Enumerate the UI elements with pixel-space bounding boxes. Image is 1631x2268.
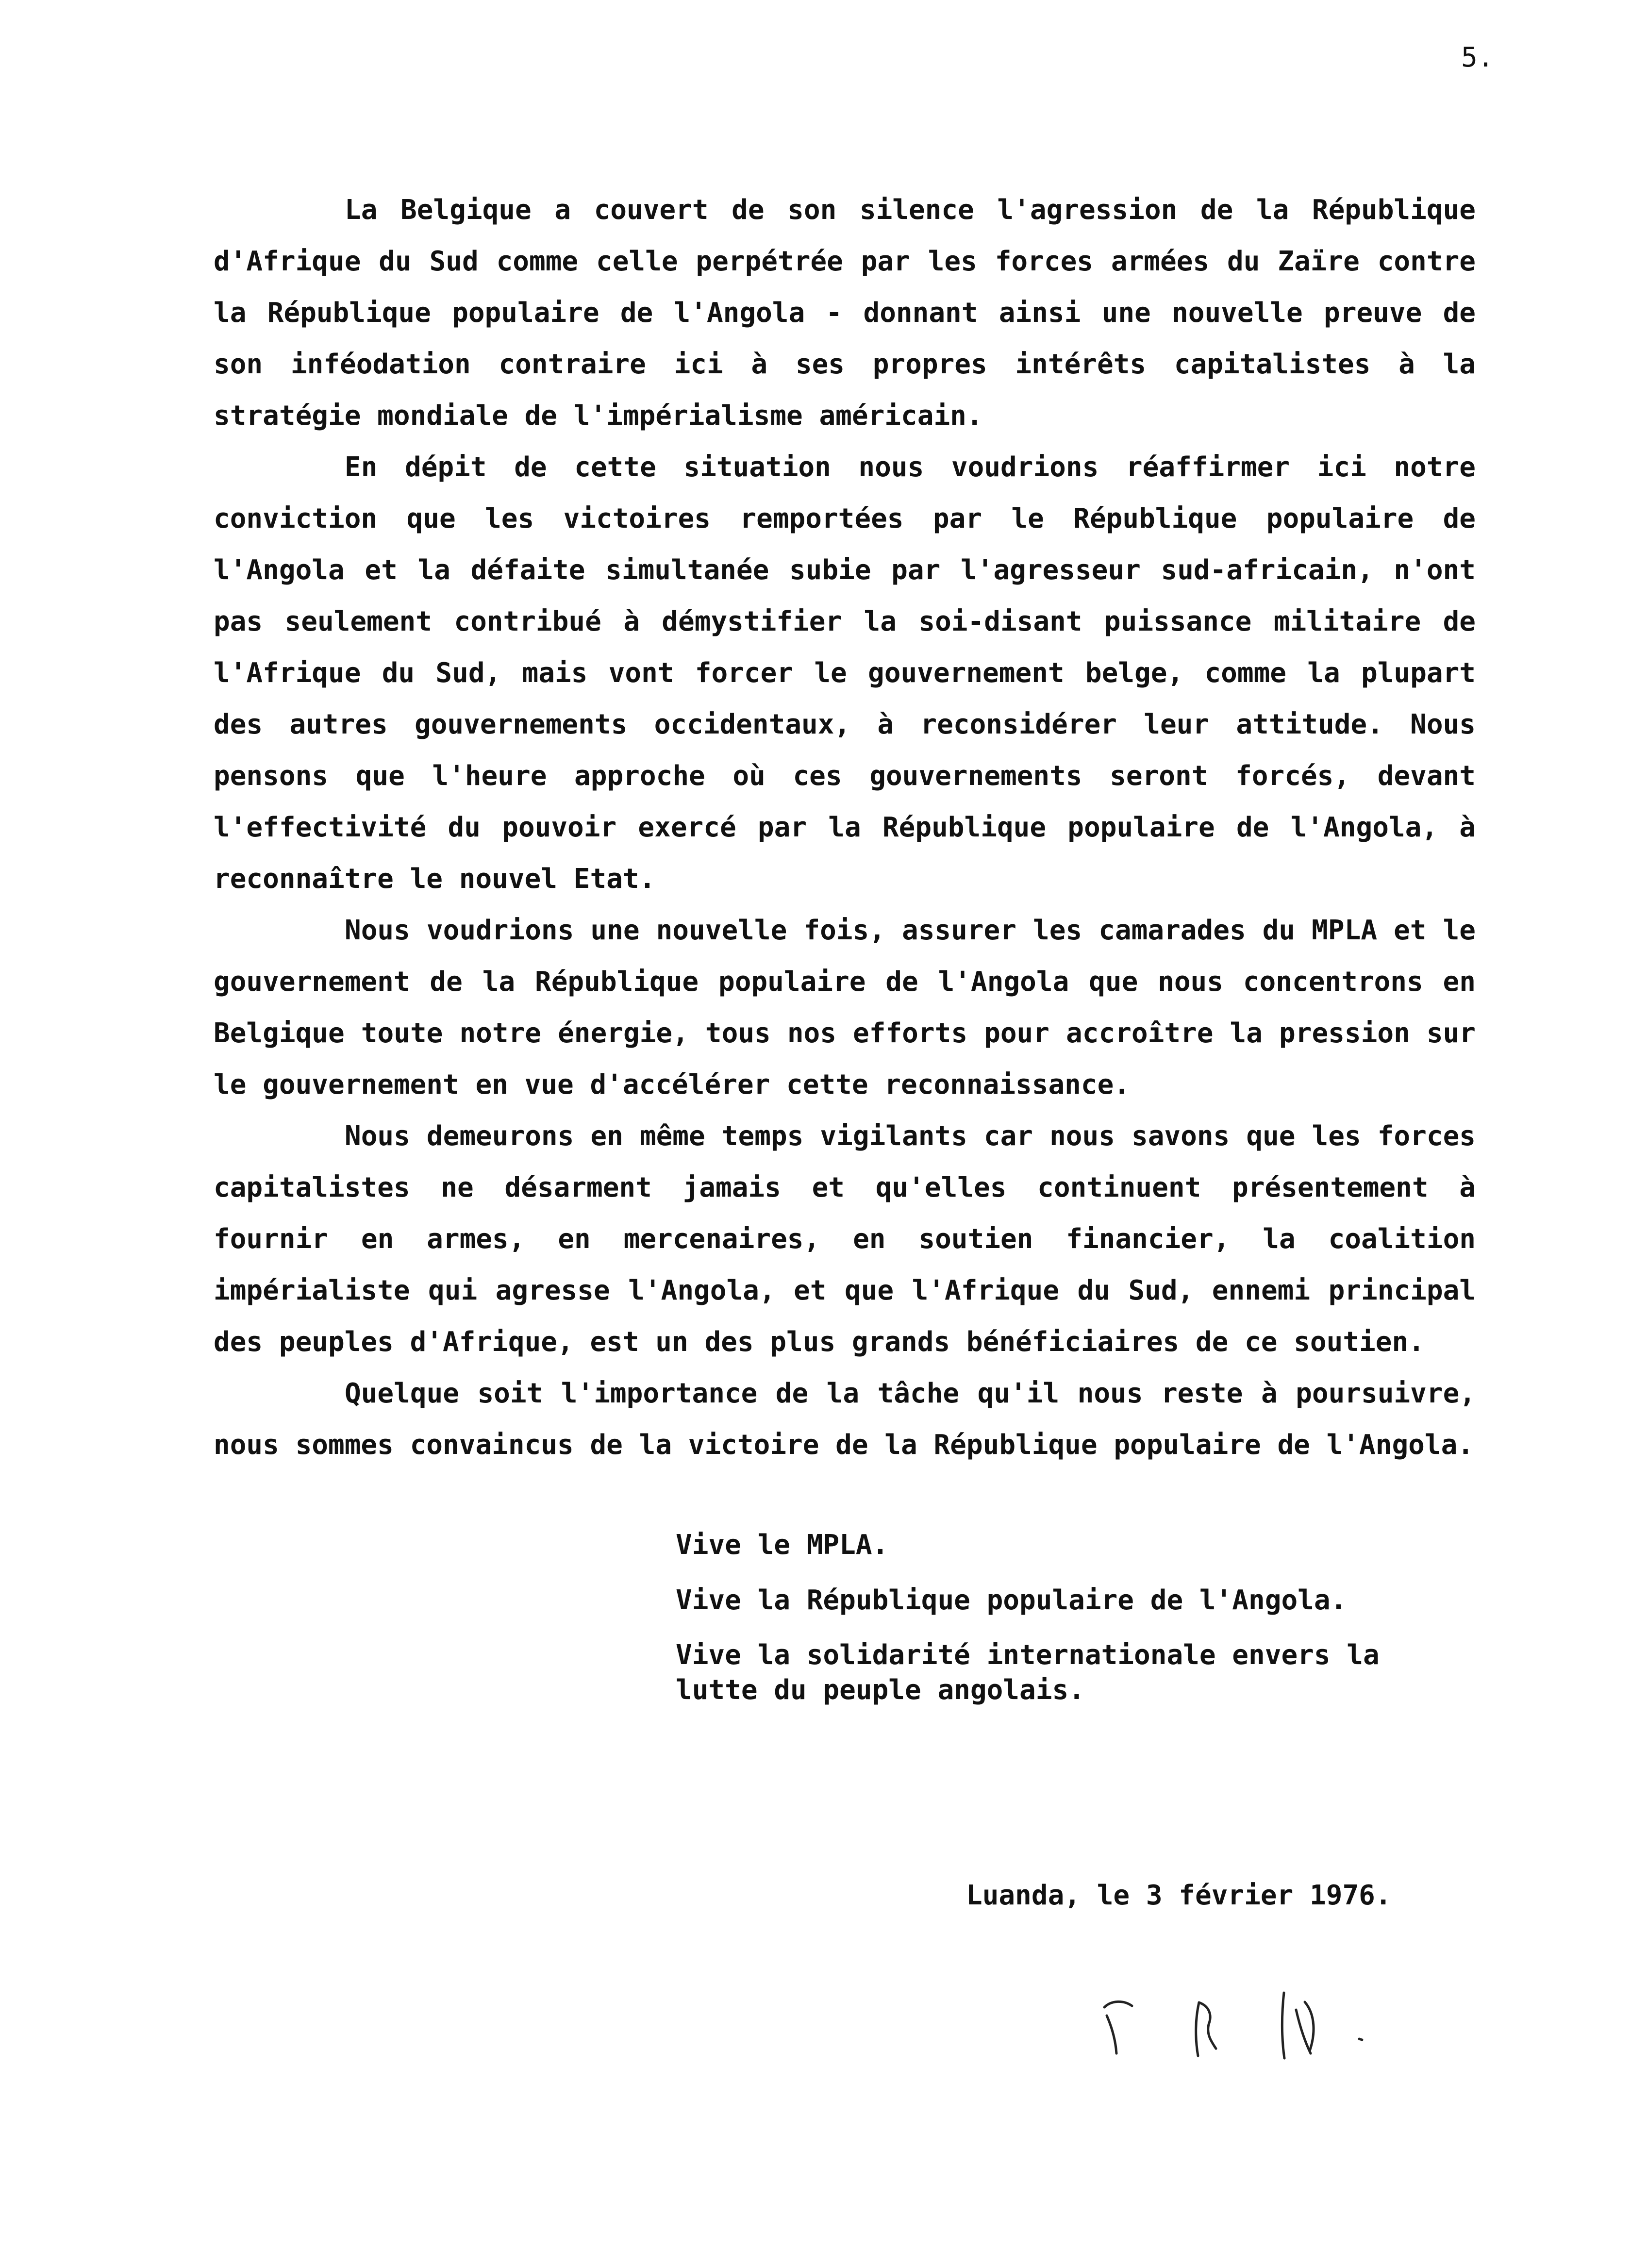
paragraph: Quelque soit l'importance de la tâche qu'il nous reste à poursuivre, nous sommes convaincus de la victoire de la République populaire de l'Angola. xyxy=(214,1378,1476,1461)
paragraph: En dépit de cette situation nous voudrions réaffirmer ici notre conviction que les victoires remportées par le République populaire de l'Angola et la défaite simultanée subie par l'agresseur sud-africain, n'ont pas seulement contribué à démystifier la soi-disant puissance militaire de l'Afrique du Sud, mais vont forcer le gouvernement belge, comme la plupart des autres gouvernements occidentaux, à reconsidérer leur attitude. Nous pensons que l'heure approche où ces gouvernements seront forcés, devant l'effectivité du pouvoir exercé par la République populaire de l'Angola, à reconnaître le nouvel Etat. xyxy=(214,451,1476,895)
place-date: Luanda, le 3 février 1976. xyxy=(966,1880,1392,1911)
page-number: 5. xyxy=(1461,42,1494,73)
letter-body xyxy=(214,184,1476,1471)
handwritten-signature xyxy=(1087,1981,1388,2063)
paragraph: Nous voudrions une nouvelle fois, assurer les camarades du MPLA et le gouvernement de la République populaire de l'Angola que nous concentrons en Belgique toute notre énergie, tous nos efforts pour accroître la pression sur le gouvernement en vue d'accélérer cette reconnaissance. xyxy=(214,915,1476,1101)
closing-slogans xyxy=(676,1527,1380,1727)
closing-line: Vive la République populaire de l'Angola. xyxy=(676,1584,1347,1616)
closing-line: Vive la solidarité internationale envers la lutte du peuple angolais. xyxy=(676,1639,1380,1706)
closing-line: Vive le MPLA. xyxy=(676,1529,889,1561)
paragraph: Nous demeurons en même temps vigilants car nous savons que les forces capitalistes ne désarment jamais et qu'elles continuent présentement à fournir en armes, en mercenaires, en soutien financier, la coalition impérialiste qui agresse l'Angola, et que l'Afrique du Sud, ennemi principal des peuples d'Afrique, est un des plus grands bénéficiaires de ce soutien. xyxy=(214,1120,1476,1358)
paragraph: La Belgique a couvert de son silence l'agression de la République d'Afrique du Sud comme celle perpétrée par les forces armées du Zaïre contre la République populaire de l'Angola - donnant ainsi une nouvelle preuve de son inféodation contraire ici à ses propres intérêts capitalistes à la stratégie mondiale de l'impérialisme américain. xyxy=(214,194,1476,432)
